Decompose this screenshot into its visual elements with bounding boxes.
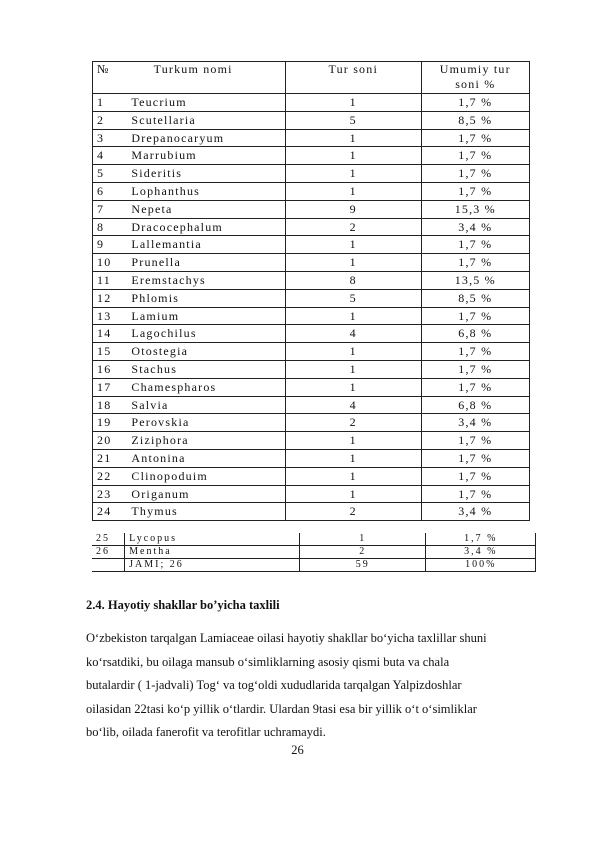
row-number: 14 bbox=[93, 325, 128, 343]
table-row bbox=[93, 503, 530, 521]
row-species-count: 1 bbox=[285, 254, 421, 272]
row-percent: 1,7 % bbox=[421, 467, 529, 485]
row-number: 9 bbox=[93, 236, 128, 254]
row-species-count: 2 bbox=[285, 414, 421, 432]
row-percent: 1,7 % bbox=[421, 94, 529, 112]
paragraph-line: butalardir ( 1-jadvali) Tog‘ va tog‘oldi xududlarida tarqalgan Yalpizdoshlar bbox=[86, 678, 462, 692]
row-percent: 1,7 % bbox=[421, 182, 529, 200]
row-genus-name: Mentha bbox=[125, 546, 300, 559]
row-number: 21 bbox=[93, 449, 128, 467]
row-species-count: 1 bbox=[285, 307, 421, 325]
table-row bbox=[93, 147, 530, 165]
row-genus-name: Antonina bbox=[127, 449, 285, 467]
row-genus-name: Prunella bbox=[127, 254, 285, 272]
row-percent: 3,4 % bbox=[426, 546, 536, 559]
row-genus-name: Nepeta bbox=[127, 200, 285, 218]
row-genus-name: Dracocephalum bbox=[127, 218, 285, 236]
row-number: 22 bbox=[93, 467, 128, 485]
table-row bbox=[93, 325, 530, 343]
table-row bbox=[92, 546, 536, 559]
row-percent: 1,7 % bbox=[421, 236, 529, 254]
row-species-count: 2 bbox=[285, 503, 421, 521]
row-percent: 1,7 % bbox=[421, 432, 529, 450]
species-table bbox=[92, 61, 530, 521]
row-genus-name: Lophanthus bbox=[127, 182, 285, 200]
row-genus-name: Drepanocaryum bbox=[127, 129, 285, 147]
row-percent: 1,7 % bbox=[421, 129, 529, 147]
page-number: 26 bbox=[291, 743, 304, 757]
row-number: 24 bbox=[93, 503, 128, 521]
row-number: 18 bbox=[93, 396, 128, 414]
row-percent: 1,7 % bbox=[421, 360, 529, 378]
row-number: 26 bbox=[92, 546, 125, 559]
table-row bbox=[93, 360, 530, 378]
row-number: 6 bbox=[93, 182, 128, 200]
row-percent: 8,5 % bbox=[421, 289, 529, 307]
row-percent: 6,8 % bbox=[421, 325, 529, 343]
row-genus-name: Eremstachys bbox=[127, 271, 285, 289]
table-body-continued bbox=[92, 533, 536, 572]
table-row bbox=[93, 200, 530, 218]
paragraph-line: O‘zbekiston tarqalgan Lamiaceae oilasi hayotiy shakllar bo‘yicha taxlillar shuni bbox=[86, 631, 487, 645]
row-species-count: 1 bbox=[285, 449, 421, 467]
row-species-count: 1 bbox=[285, 343, 421, 361]
table-row bbox=[93, 449, 530, 467]
header-percent-line1: Umumiy tur bbox=[439, 62, 511, 76]
row-percent: 100% bbox=[426, 559, 536, 572]
row-percent: 1,7 % bbox=[421, 254, 529, 272]
row-percent: 1,7 % bbox=[426, 533, 536, 546]
row-percent: 3,4 % bbox=[421, 218, 529, 236]
row-percent: 13,5 % bbox=[421, 271, 529, 289]
row-number: 20 bbox=[93, 432, 128, 450]
table-header-row bbox=[93, 62, 530, 94]
row-genus-name: Sideritis bbox=[127, 165, 285, 183]
row-genus-name: Lamium bbox=[127, 307, 285, 325]
row-species-count: 1 bbox=[285, 94, 421, 112]
row-number: 8 bbox=[93, 218, 128, 236]
row-percent: 6,8 % bbox=[421, 396, 529, 414]
row-species-count: 1 bbox=[285, 360, 421, 378]
table-row bbox=[93, 467, 530, 485]
row-genus-name: Ziziphora bbox=[127, 432, 285, 450]
row-number: 17 bbox=[93, 378, 128, 396]
section-heading: 2.4. Hayotiy shakllar bo’yicha taxlili bbox=[86, 598, 280, 612]
header-species-count: Tur soni bbox=[285, 62, 421, 94]
row-genus-name: Clinopoduim bbox=[127, 467, 285, 485]
table-row bbox=[93, 343, 530, 361]
row-number: 11 bbox=[93, 271, 128, 289]
table-row bbox=[92, 533, 536, 546]
row-percent: 8,5 % bbox=[421, 111, 529, 129]
table-row bbox=[93, 218, 530, 236]
row-percent: 3,4 % bbox=[421, 503, 529, 521]
table-row bbox=[93, 182, 530, 200]
row-number: 4 bbox=[93, 147, 128, 165]
row-genus-name: Stachus bbox=[127, 360, 285, 378]
row-percent: 1,7 % bbox=[421, 147, 529, 165]
row-number: 10 bbox=[93, 254, 128, 272]
row-genus-name: JAMI; 26 bbox=[125, 559, 300, 572]
table-row bbox=[93, 485, 530, 503]
row-genus-name: Lycopus bbox=[125, 533, 300, 546]
row-number: 16 bbox=[93, 360, 128, 378]
row-species-count: 2 bbox=[285, 218, 421, 236]
body-paragraph bbox=[86, 627, 548, 745]
row-species-count: 1 bbox=[285, 467, 421, 485]
row-species-count: 8 bbox=[285, 271, 421, 289]
table-row bbox=[93, 432, 530, 450]
row-species-count: 1 bbox=[285, 432, 421, 450]
row-species-count: 1 bbox=[285, 147, 421, 165]
row-species-count: 1 bbox=[285, 165, 421, 183]
row-percent: 1,7 % bbox=[421, 485, 529, 503]
species-table-continued bbox=[92, 533, 536, 572]
row-number: 7 bbox=[93, 200, 128, 218]
row-percent: 1,7 % bbox=[421, 165, 529, 183]
row-number: 2 bbox=[93, 111, 128, 129]
row-species-count: 5 bbox=[285, 289, 421, 307]
row-genus-name: Lagochilus bbox=[127, 325, 285, 343]
row-genus-name: Perovskia bbox=[127, 414, 285, 432]
row-number: 5 bbox=[93, 165, 128, 183]
row-percent: 15,3 % bbox=[421, 200, 529, 218]
row-number: 19 bbox=[93, 414, 128, 432]
row-species-count: 1 bbox=[285, 129, 421, 147]
row-percent: 3,4 % bbox=[421, 414, 529, 432]
row-number: 15 bbox=[93, 343, 128, 361]
row-number: 3 bbox=[93, 129, 128, 147]
row-genus-name: Salvia bbox=[127, 396, 285, 414]
row-genus-name: Chamespharos bbox=[127, 378, 285, 396]
header-percent bbox=[421, 62, 529, 94]
row-species-count: 2 bbox=[299, 546, 426, 559]
table-row bbox=[93, 254, 530, 272]
table-row bbox=[93, 271, 530, 289]
table-row bbox=[93, 378, 530, 396]
row-species-count: 9 bbox=[285, 200, 421, 218]
row-species-count: 1 bbox=[285, 236, 421, 254]
row-species-count: 59 bbox=[299, 559, 426, 572]
row-percent: 1,7 % bbox=[421, 307, 529, 325]
row-genus-name: Lallemantia bbox=[127, 236, 285, 254]
row-genus-name: Phlomis bbox=[127, 289, 285, 307]
row-genus-name: Marrubium bbox=[127, 147, 285, 165]
row-number: 1 bbox=[93, 94, 128, 112]
table-row bbox=[93, 236, 530, 254]
table-row bbox=[93, 111, 530, 129]
row-number: 25 bbox=[92, 533, 125, 546]
table-row bbox=[93, 414, 530, 432]
row-species-count: 4 bbox=[285, 396, 421, 414]
row-genus-name: Scutellaria bbox=[127, 111, 285, 129]
row-genus-name: Otostegia bbox=[127, 343, 285, 361]
row-percent: 1,7 % bbox=[421, 343, 529, 361]
row-number: 12 bbox=[93, 289, 128, 307]
row-genus-name: Thymus bbox=[127, 503, 285, 521]
table-row bbox=[92, 559, 536, 572]
row-number: 13 bbox=[93, 307, 128, 325]
row-species-count: 1 bbox=[285, 485, 421, 503]
table-row bbox=[93, 307, 530, 325]
header-percent-line2: soni % bbox=[455, 77, 496, 91]
row-species-count: 5 bbox=[285, 111, 421, 129]
paragraph-line: oilasidan 22tasi ko‘p yillik o‘tlardir. Ulardan 9tasi esa bir yillik o‘t o‘simliklar bbox=[86, 701, 477, 716]
row-percent: 1,7 % bbox=[421, 378, 529, 396]
row-percent: 1,7 % bbox=[421, 449, 529, 467]
table-row bbox=[93, 165, 530, 183]
table-row bbox=[93, 94, 530, 112]
row-number: 23 bbox=[93, 485, 128, 503]
table-row bbox=[93, 396, 530, 414]
paragraph-line: bo‘lib, oilada fanerofit va terofitlar uchramaydi. bbox=[86, 725, 326, 739]
paragraph-line: ko‘rsatdiki, bu oilaga mansub o‘simliklarning asosiy qismi buta va chala bbox=[86, 654, 450, 669]
row-genus-name: Teucrium bbox=[127, 94, 285, 112]
row-genus-name: Origanum bbox=[127, 485, 285, 503]
table-row bbox=[93, 129, 530, 147]
row-species-count: 1 bbox=[299, 533, 426, 546]
header-number: № bbox=[93, 62, 128, 94]
header-genus-name: Turkum nomi bbox=[127, 62, 285, 94]
row-species-count: 4 bbox=[285, 325, 421, 343]
table-row bbox=[93, 289, 530, 307]
table-body bbox=[93, 94, 530, 521]
row-species-count: 1 bbox=[285, 182, 421, 200]
row-number bbox=[92, 559, 125, 572]
row-species-count: 1 bbox=[285, 378, 421, 396]
